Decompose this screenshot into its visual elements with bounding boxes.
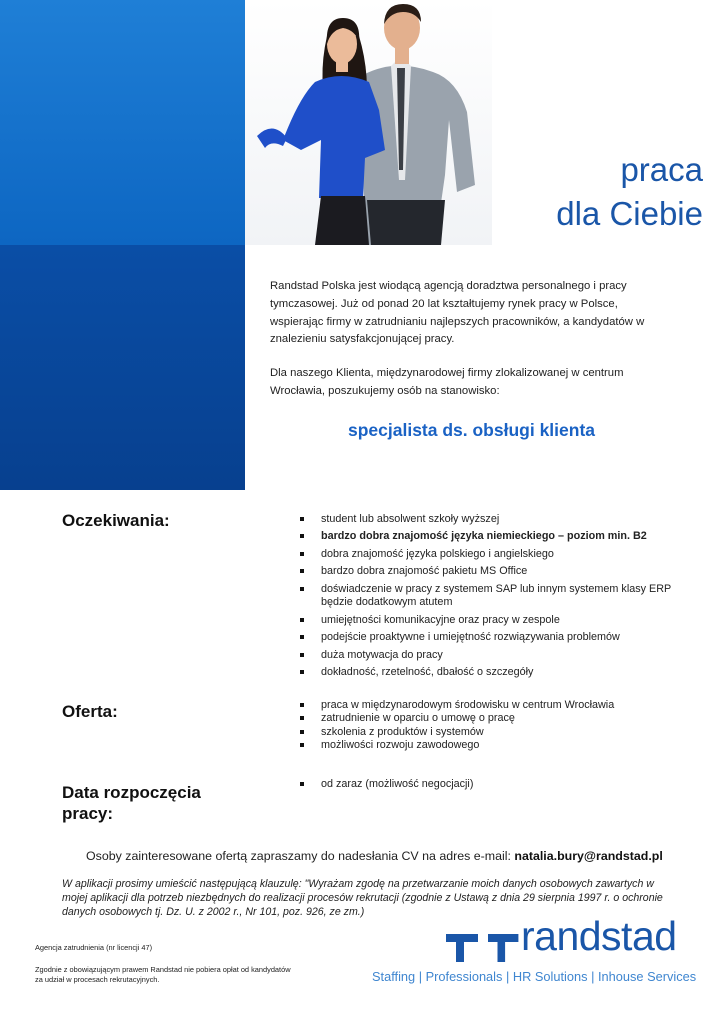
list-item: dokładność, rzetelność, dbałość o szczegóły xyxy=(300,666,690,679)
list-item: umiejętności komunikacyjne oraz pracy w zespole xyxy=(300,614,690,627)
list-item: możliwości rozwoju zawodowego xyxy=(300,739,690,752)
offer-title: Oferta: xyxy=(62,702,118,721)
list-item: student lub absolwent szkoły wyższej xyxy=(300,513,690,526)
intro-text xyxy=(270,278,650,417)
bullet-icon xyxy=(300,670,304,674)
list-item: doświadczenie w pracy z systemem SAP lub innym systemem klasy ERP będzie dodatkowym atutem xyxy=(300,583,690,610)
list-item: szkolenia z produktów i systemów xyxy=(300,726,690,739)
randstad-logo-icon xyxy=(442,918,522,968)
consent-clause: W aplikacji prosimy umieścić następującą klauzulę: "Wyrażam zgodę na przetwarzanie moich danych osobowych zawartych w mojej aplikacji dla potrzeb niezbędnych do realizacji procesów rekrutacji (zgodnie z Ustawą z dnia 29 sierpnia 1997 r. o ochronie danych osobowych tj. Dz. U. z 2002 r., Nr 101, poz. 926, ze zm.) xyxy=(62,878,663,918)
randstad-wordmark: randstad xyxy=(521,913,677,959)
woman-figure xyxy=(257,18,385,245)
list-item: od zaraz (możliwość negocjacji) xyxy=(300,778,690,790)
hero-photo xyxy=(245,0,492,245)
bullet-icon xyxy=(300,703,304,707)
bullet-icon xyxy=(300,517,304,521)
contact-line xyxy=(86,849,663,863)
bullet-icon xyxy=(300,743,304,747)
list-item: praca w międzynarodowym środowisku w centrum Wrocławia xyxy=(300,699,690,712)
offer-list xyxy=(300,699,690,752)
contact-text: Osoby zainteresowane ofertą zapraszamy do nadesłania CV na adres e-mail: xyxy=(86,849,515,863)
bullet-icon xyxy=(300,653,304,657)
bullet-icon xyxy=(300,716,304,720)
bullet-icon xyxy=(300,635,304,639)
headline-line1: praca xyxy=(620,151,703,188)
bullet-icon xyxy=(300,552,304,556)
bullet-icon xyxy=(300,587,304,591)
bullet-icon xyxy=(300,782,304,786)
start-date-title: Data rozpoczęcia pracy: xyxy=(62,783,201,823)
bullet-icon xyxy=(300,730,304,734)
headline-line2: dla Ciebie xyxy=(556,195,703,232)
bullet-icon xyxy=(300,569,304,573)
list-item: zatrudnienie w oparciu o umowę o pracę xyxy=(300,712,690,725)
bullet-icon xyxy=(300,534,304,538)
start-date-list xyxy=(300,778,690,790)
position-title: specjalista ds. obsługi klienta xyxy=(347,420,596,440)
list-item: duża motywacja do pracy xyxy=(300,649,690,662)
blue-block-bottom xyxy=(0,245,245,490)
headline xyxy=(556,148,703,236)
list-item: podejście proaktywne i umiejętność rozwiązywania problemów xyxy=(300,631,690,644)
intro-paragraph-1: Randstad Polska jest wiodącą agencją doradztwa personalnego i pracy tymczasowej. Już od ponad 20 lat kształtujemy rynek pracy w Polsce, wspierając firmy w zatrudnianiu najlepszych pracowników, a kandydatów w znalezieniu satysfakcjonującej pracy. xyxy=(270,280,645,346)
list-item: bardzo dobra znajomość języka niemieckiego – poziom min. B2 xyxy=(300,530,690,543)
bullet-icon xyxy=(300,618,304,622)
tagline: Staffing | Professionals | HR Solutions | Inhouse Services xyxy=(372,969,697,984)
legal-note: Zgodnie z obowiązującym prawem Randstad nie pobiera opłat od kandydatów za udział w procesach rekrutacyjnych. xyxy=(35,965,291,984)
expectations-title: Oczekiwania: xyxy=(62,511,170,530)
people-illustration xyxy=(245,0,492,245)
agency-license: Agencja zatrudnienia (nr licencji 47) xyxy=(35,943,153,952)
list-item: dobra znajomość języka polskiego i angielskiego xyxy=(300,548,690,561)
list-item: bardzo dobra znajomość pakietu MS Office xyxy=(300,565,690,578)
contact-email-link[interactable]: natalia.bury@randstad.pl xyxy=(514,849,663,863)
intro-paragraph-2: Dla naszego Klienta, międzynarodowej firmy zlokalizowanej w centrum Wrocławia, poszukujemy osób na stanowisko: xyxy=(270,367,624,397)
blue-block-top xyxy=(0,0,245,245)
expectations-list xyxy=(300,513,690,684)
